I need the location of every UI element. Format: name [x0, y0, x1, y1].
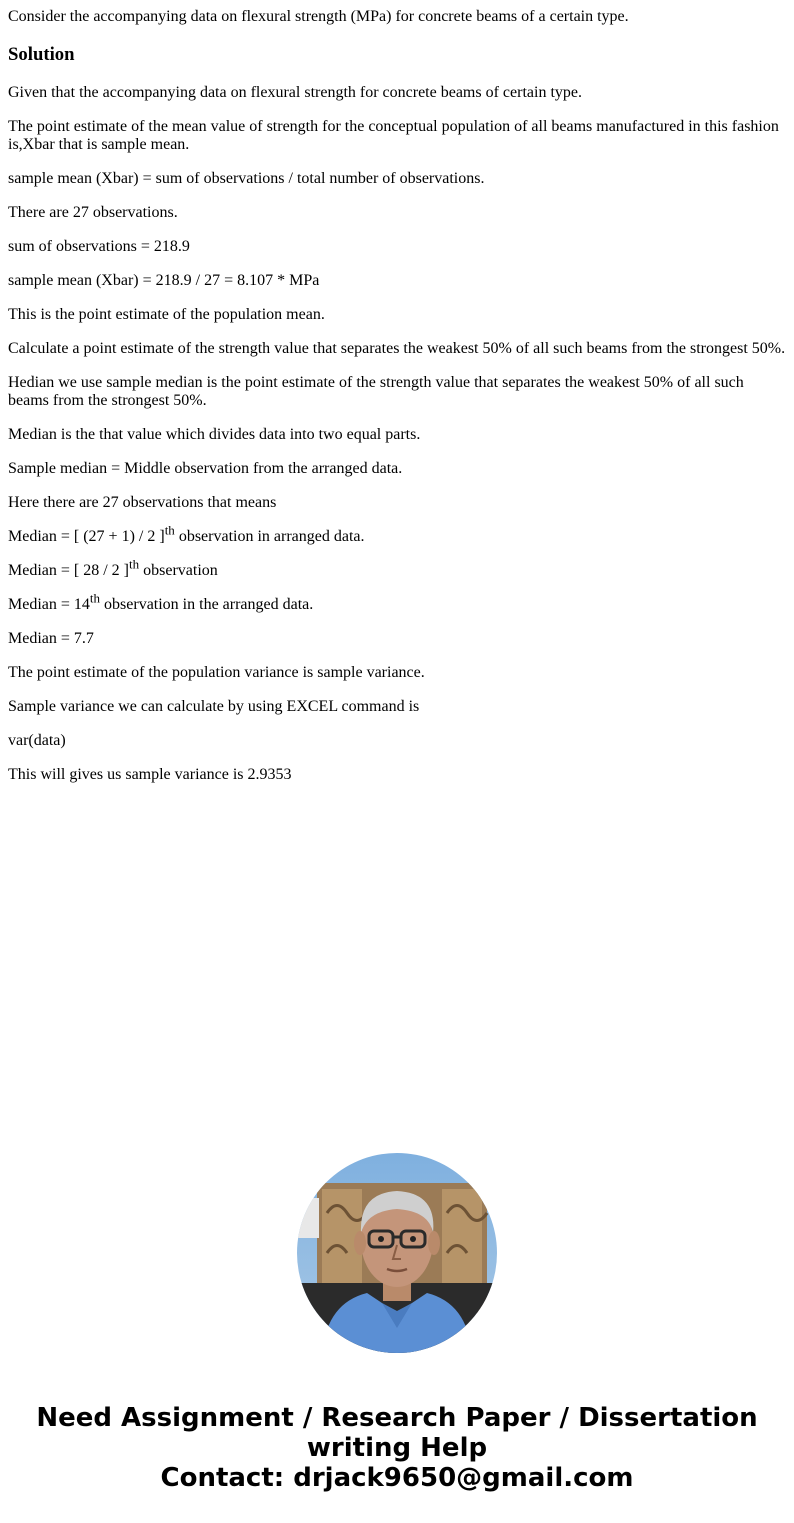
solution-document	[8, 0, 788, 800]
solution-line: Sample variance we can calculate by using EXCEL command is	[8, 698, 420, 715]
solution-line: Median = 7.7	[8, 630, 94, 647]
solution-line: sample mean (Xbar) = sum of observations / total number of observations.	[8, 170, 485, 187]
banner-line: writing Help	[306, 1433, 488, 1463]
solution-line: There are 27 observations.	[8, 204, 178, 221]
contact-email: Contact: drjack9650@gmail.com	[160, 1463, 634, 1493]
solution-line: Here there are 27 observations that means	[8, 494, 277, 511]
question-text: Consider the accompanying data on flexural strength (MPa) for concrete beams of a certain type.	[8, 8, 629, 25]
median-formula-text: observation	[139, 562, 218, 579]
solution-line: Median is the that value which divides data into two equal parts.	[8, 426, 421, 443]
solution-line: This is the point estimate of the population mean.	[8, 306, 325, 323]
median-formula-line	[8, 590, 788, 614]
median-formula-text: observation in the arranged data.	[100, 596, 314, 613]
author-avatar	[297, 1153, 497, 1353]
solution-line: sum of observations = 218.9	[8, 238, 190, 255]
median-formula-line	[8, 522, 788, 546]
author-portrait-icon	[297, 1153, 497, 1353]
solution-line: Sample median = Middle observation from the arranged data.	[8, 460, 403, 477]
banner-line: Need Assignment / Research Paper / Dissertation	[36, 1403, 758, 1433]
solution-line: This will gives us sample variance is 2.9353	[8, 766, 292, 783]
solution-line: The point estimate of the population variance is sample variance.	[8, 664, 425, 681]
median-formula-text: Median = [ (27 + 1) / 2 ]	[8, 528, 165, 545]
median-formula-text: Median = 14	[8, 596, 90, 613]
ordinal-suffix: th	[164, 522, 175, 538]
median-formula-line	[8, 556, 788, 580]
solution-line: Hedian we use sample median is the point estimate of the strength value that separates the weakest 50% of all such beams from the strongest 50%.	[8, 374, 744, 409]
solution-heading: Solution	[8, 44, 75, 65]
solution-line: The point estimate of the mean value of strength for the conceptual population of all beams manufactured in this fashion is,Xbar that is sample mean.	[8, 118, 779, 153]
median-formula-text: observation in arranged data.	[174, 528, 365, 545]
solution-line: Given that the accompanying data on flexural strength for concrete beams of certain type.	[8, 84, 582, 101]
ordinal-suffix: th	[129, 556, 140, 572]
contact-banner	[0, 1403, 794, 1493]
excel-command: var(data)	[8, 732, 66, 749]
median-formula-text: Median = [ 28 / 2 ]	[8, 562, 129, 579]
ordinal-suffix: th	[89, 590, 101, 606]
solution-line: Calculate a point estimate of the strength value that separates the weakest 50% of all such beams from the strongest 50%.	[8, 340, 786, 357]
solution-line: sample mean (Xbar) = 218.9 / 27 = 8.107 * MPa	[8, 272, 320, 289]
